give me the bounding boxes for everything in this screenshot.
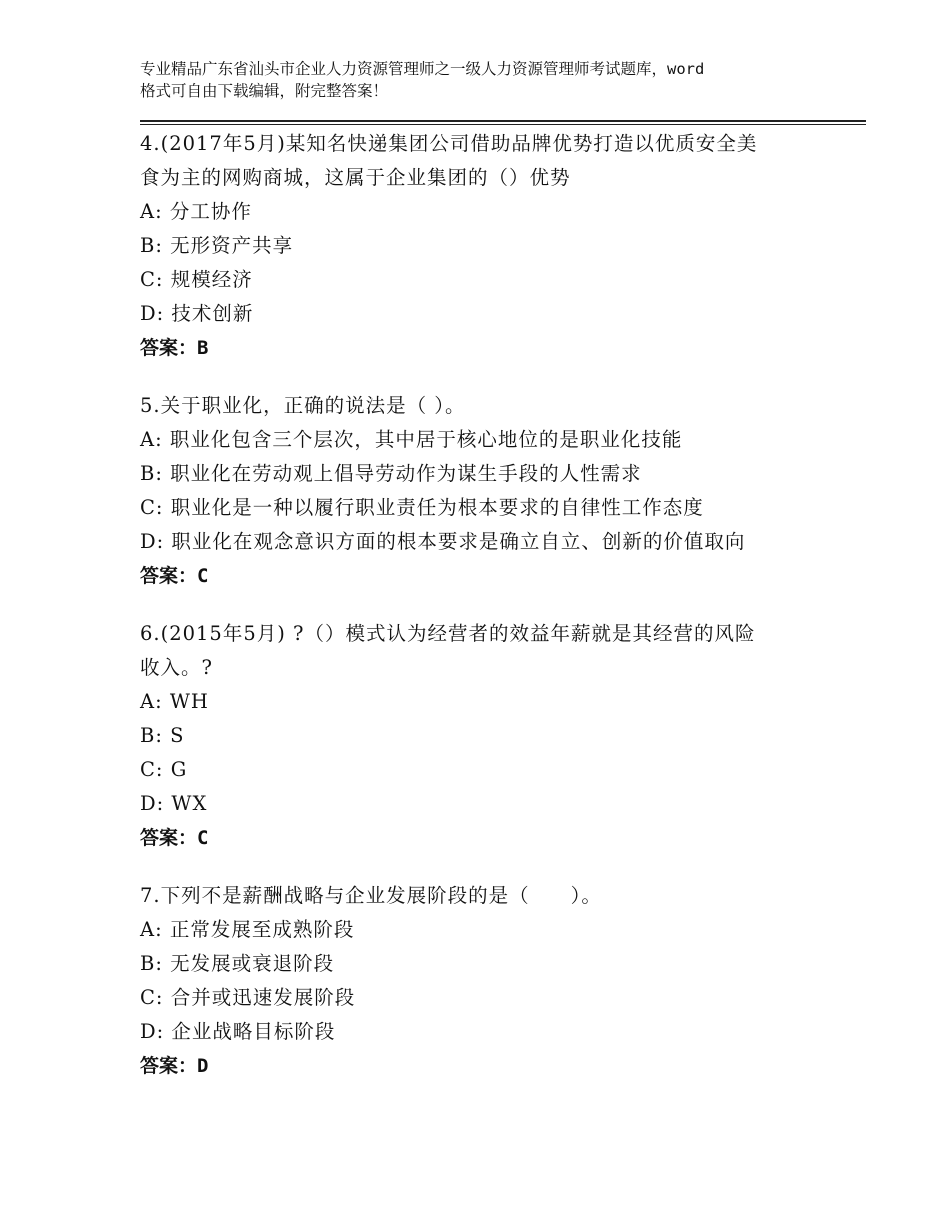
question-text: 5.关于职业化，正确的说法是（ ）。 — [140, 394, 466, 417]
answer-label: 答案：D — [140, 1055, 209, 1077]
option-c: C: G — [140, 758, 188, 781]
question-text: 收入。? — [140, 656, 213, 679]
answer-label: 答案：B — [140, 337, 209, 359]
question-list — [140, 127, 820, 1107]
header-divider-thin — [140, 124, 866, 125]
question-text: 食为主的网购商城，这属于企业集团的（）优势 — [140, 166, 571, 189]
option-d: D: 职业化在观念意识方面的根本要求是确立自立、创新的价值取向 — [140, 530, 746, 553]
header-line: 格式可自由下载编辑，附完整答案！ — [140, 82, 389, 100]
question-4 — [140, 127, 820, 365]
header-line: 专业精品广东省汕头市企业人力资源管理师之一级人力资源管理师考试题库，word — [140, 60, 705, 78]
question-text: 6.(2015年5月) ?（）模式认为经营者的效益年薪就是其经营的风险 — [140, 622, 756, 645]
header-divider-thick — [140, 120, 866, 122]
question-6 — [140, 617, 820, 855]
option-d: D: WX — [140, 792, 208, 815]
option-b: B: S — [140, 724, 185, 747]
question-text: 7.下列不是薪酬战略与企业发展阶段的是（ ）。 — [140, 884, 602, 907]
question-text: 4.(2017年5月)某知名快递集团公司借助品牌优势打造以优质安全美 — [140, 132, 758, 155]
option-d: D: 技术创新 — [140, 302, 254, 325]
option-b: B: 无形资产共享 — [140, 234, 294, 257]
option-a: A: 分工协作 — [140, 200, 252, 223]
answer-label: 答案：C — [140, 565, 209, 587]
option-c: C: 职业化是一种以履行职业责任为根本要求的自律性工作态度 — [140, 496, 704, 519]
answer-label: 答案：C — [140, 827, 209, 849]
option-b: B: 无发展或衰退阶段 — [140, 952, 335, 975]
document-header — [140, 58, 830, 102]
option-c: C: 合并或迅速发展阶段 — [140, 986, 356, 1009]
option-b: B: 职业化在劳动观上倡导劳动作为谋生手段的人性需求 — [140, 462, 642, 485]
option-d: D: 企业战略目标阶段 — [140, 1020, 336, 1043]
question-5 — [140, 389, 820, 593]
option-c: C: 规模经济 — [140, 268, 253, 291]
question-7 — [140, 879, 820, 1083]
option-a: A: WH — [140, 690, 209, 713]
option-a: A: 正常发展至成熟阶段 — [140, 918, 355, 941]
option-a: A: 职业化包含三个层次，其中居于核心地位的是职业化技能 — [140, 428, 683, 451]
